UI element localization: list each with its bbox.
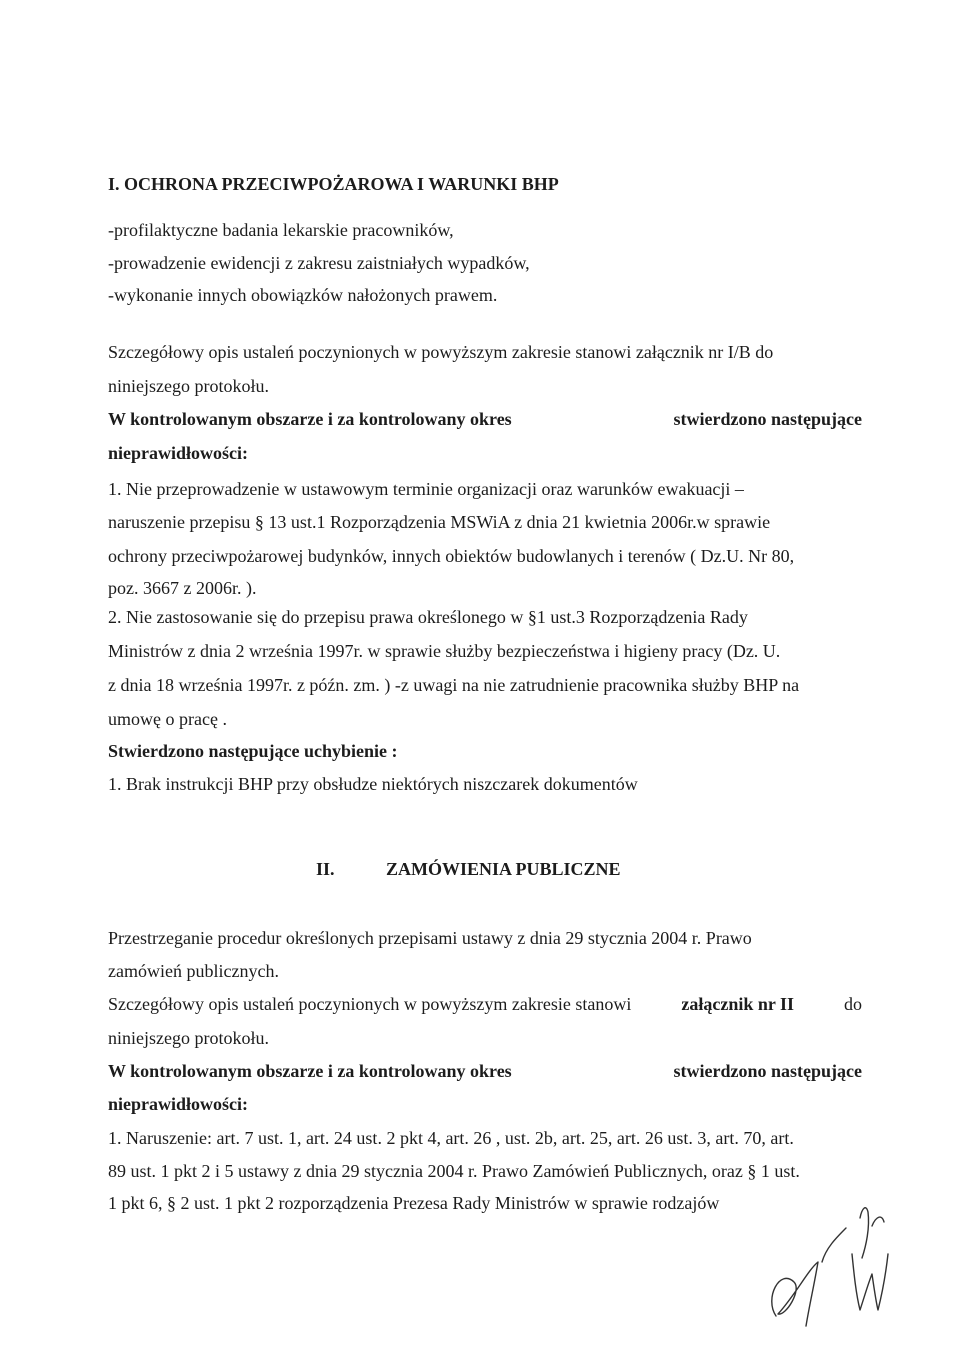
section-2-heading: ZAMÓWIENIA PUBLICZNE bbox=[386, 859, 621, 879]
paragraph-line: 1. Nie przeprowadzenie w ustawowym terminie organizacji oraz warunków ewakuacji – bbox=[108, 479, 744, 499]
signature-image bbox=[756, 1198, 896, 1338]
findings-intro-line2: nieprawidłowości: bbox=[108, 1094, 249, 1114]
description-line: niniejszego protokołu. bbox=[108, 1028, 269, 1048]
description-right: do bbox=[844, 994, 862, 1014]
description-line: niniejszego protokołu. bbox=[108, 376, 269, 396]
attachment-ref: załącznik nr II bbox=[681, 994, 795, 1014]
findings-intro bbox=[108, 1060, 862, 1082]
paragraph-line: z dnia 18 września 1997r. z późn. zm. ) -z uwagi na nie zatrudnienie pracownika służby BHP na bbox=[108, 675, 800, 695]
findings-intro-left: W kontrolowanym obszarze i za kontrolowany okres bbox=[108, 409, 512, 429]
paragraph-line: poz. 3667 z 2006r. ). bbox=[108, 578, 257, 598]
findings-intro-right: stwierdzono następujące bbox=[673, 1061, 862, 1081]
paragraph-line: 89 ust. 1 pkt 2 i 5 ustawy z dnia 29 stycznia 2004 r. Prawo Zamówień Publicznych, oraz § 1 ust. bbox=[108, 1161, 800, 1181]
description-line bbox=[108, 993, 862, 1015]
paragraph-line: Ministrów z dnia 2 września 1997r. w sprawie służby bezpieczeństwa i higieny pracy (Dz. U. bbox=[108, 641, 781, 661]
description-left: Szczegółowy opis ustaleń poczynionych w powyższym zakresie stanowi bbox=[108, 994, 632, 1014]
paragraph-line: 1 pkt 6, § 2 ust. 1 pkt 2 rozporządzenia Prezesa Rady Ministrów w sprawie rodzajów bbox=[108, 1193, 720, 1213]
paragraph-line: 1. Naruszenie: art. 7 ust. 1, art. 24 ust. 2 pkt 4, art. 26 , ust. 2b, art. 25, art. 26 ust. 3, art. 70, art. bbox=[108, 1128, 794, 1148]
list-item: -profilaktyczne badania lekarskie pracowników, bbox=[108, 220, 454, 240]
paragraph-line: 2. Nie zastosowanie się do przepisu prawa określonego w §1 ust.3 Rozporządzenia Rady bbox=[108, 607, 748, 627]
list-item: -wykonanie innych obowiązków nałożonych prawem. bbox=[108, 285, 498, 305]
violation-item: 1. Brak instrukcji BHP przy obsłudze niektórych niszczarek dokumentów bbox=[108, 774, 638, 794]
paragraph-line: ochrony przeciwpożarowej budynków, innych obiektów budowlanych i terenów ( Dz.U. Nr 80, bbox=[108, 546, 795, 566]
paragraph-line: Przestrzeganie procedur określonych przepisami ustawy z dnia 29 stycznia 2004 r. Prawo bbox=[108, 928, 752, 948]
findings-intro-line2: nieprawidłowości: bbox=[108, 443, 249, 463]
list-item: -prowadzenie ewidencji z zakresu zaistniałych wypadków, bbox=[108, 253, 530, 273]
findings-intro-right: stwierdzono następujące bbox=[673, 409, 862, 429]
section-1-heading: I. OCHRONA PRZECIWPOŻAROWA I WARUNKI BHP bbox=[108, 174, 559, 194]
paragraph-line: naruszenie przepisu § 13 ust.1 Rozporządzenia MSWiA z dnia 21 kwietnia 2006r.w sprawie bbox=[108, 512, 771, 532]
violations-heading: Stwierdzono następujące uchybienie : bbox=[108, 741, 398, 761]
paragraph-line: umowę o pracę . bbox=[108, 709, 227, 729]
findings-intro-left: W kontrolowanym obszarze i za kontrolowany okres bbox=[108, 1061, 512, 1081]
findings-intro bbox=[108, 408, 862, 430]
description-line: Szczegółowy opis ustaleń poczynionych w powyższym zakresie stanowi załącznik nr I/B do bbox=[108, 342, 774, 362]
paragraph-line: zamówień publicznych. bbox=[108, 961, 279, 981]
section-2-number: II. bbox=[316, 859, 335, 879]
